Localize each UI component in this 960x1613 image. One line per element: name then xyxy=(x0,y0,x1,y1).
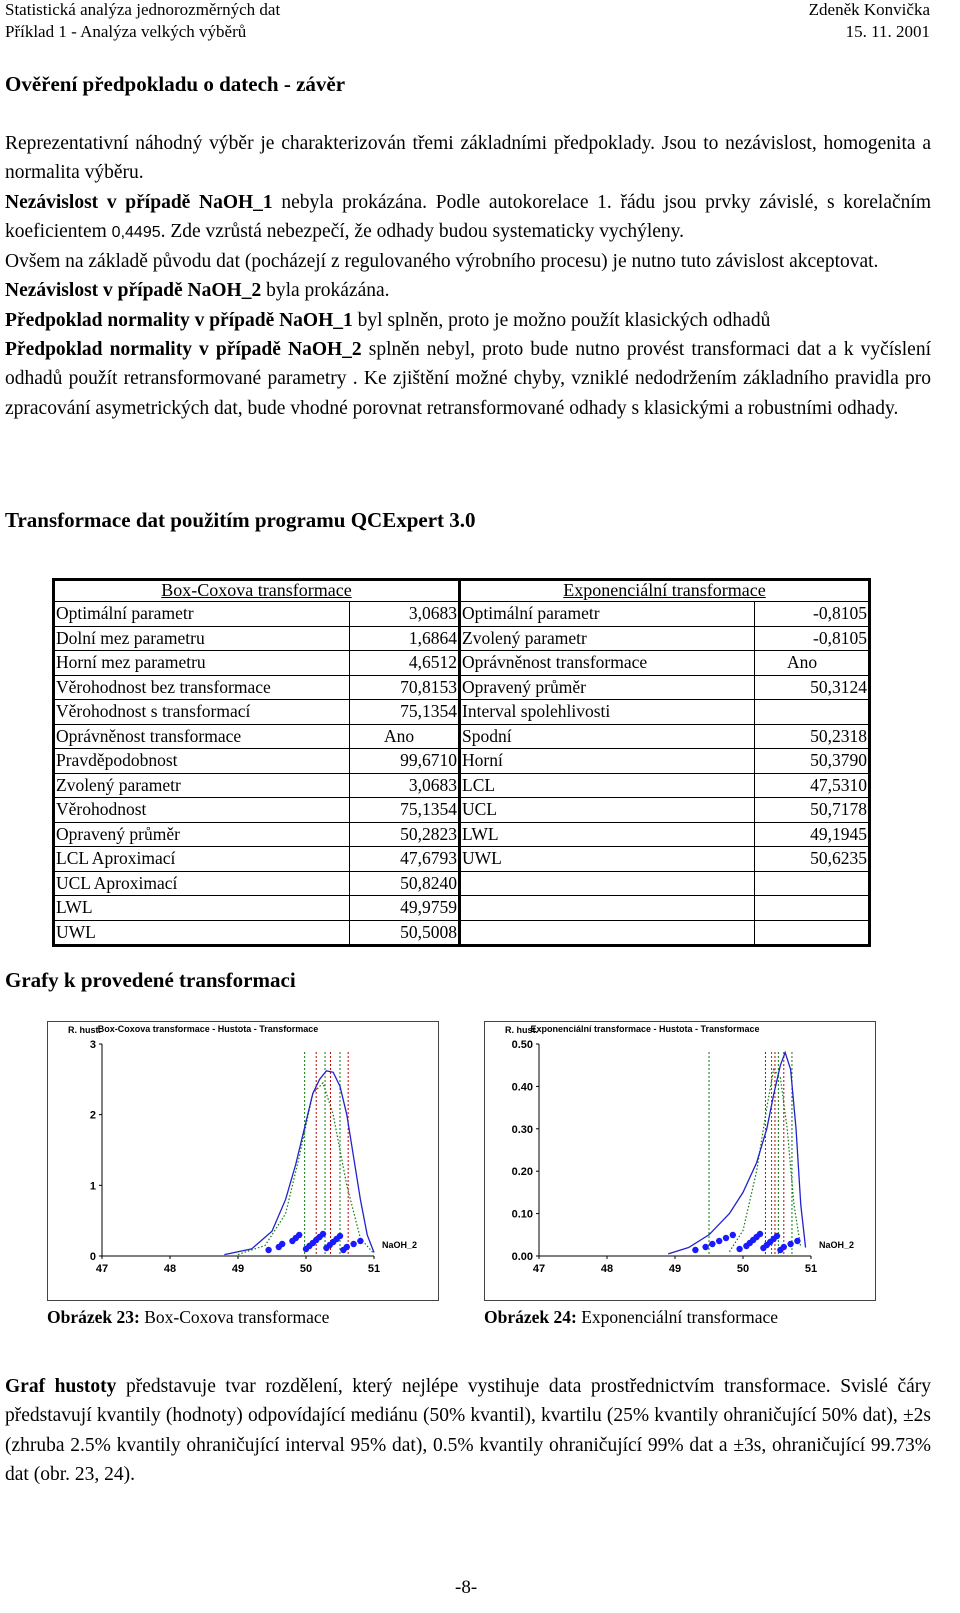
boxcox-value: 50,8240 xyxy=(350,871,460,896)
x-axis-label: NaOH_2 xyxy=(382,1240,418,1250)
exp-label: Interval spolehlivosti xyxy=(460,700,755,725)
data-point xyxy=(736,1246,742,1252)
data-point xyxy=(723,1235,729,1241)
data-point xyxy=(787,1241,793,1247)
y-tick-label: 3 xyxy=(89,1039,96,1051)
boxcox-label: Oprávněnost transformace xyxy=(54,724,350,749)
boxcox-value: 75,1354 xyxy=(350,700,460,725)
table-body xyxy=(54,602,870,946)
exp-value xyxy=(755,920,870,946)
exp-value: -0,8105 xyxy=(755,626,870,651)
x-tick-label: 47 xyxy=(95,1263,109,1275)
boxcox-label: Věrohodnost bez transformace xyxy=(54,675,350,700)
boxcox-value: 50,2823 xyxy=(350,822,460,847)
naoh1-independence-text: nebyla prokázána. Podle autokorelace 1. řádu jsou prvky závislé, s korelačním koeficientem xyxy=(5,191,931,242)
section-title-verification: Ověření předpokladu o datech - závěr xyxy=(5,72,346,96)
boxcox-label: UWL xyxy=(54,920,350,946)
exp-value: 50,3124 xyxy=(755,675,870,700)
boxcox-label: Opravený průměr xyxy=(54,822,350,847)
density-graph-explanation xyxy=(5,1372,931,1489)
x-axis-label: NaOH_2 xyxy=(819,1240,855,1250)
exp-value xyxy=(755,896,870,921)
exp-value: Ano xyxy=(755,651,870,676)
chart-title: Exponenciální transformace - Hustota - Transformace xyxy=(530,1024,760,1034)
x-tick-label: 50 xyxy=(299,1263,313,1275)
y-tick-label: 0 xyxy=(89,1251,96,1263)
y-tick-label: 0.30 xyxy=(511,1123,533,1136)
table-row xyxy=(54,847,870,872)
data-point xyxy=(320,1231,326,1237)
exp-label xyxy=(460,920,755,946)
table-row xyxy=(54,822,870,847)
chart-boxcox xyxy=(47,1021,439,1301)
exp-value: -0,8105 xyxy=(755,602,870,627)
naoh2-normality-label: Předpoklad normality v případě NaOH_2 xyxy=(5,339,362,361)
naoh1-normality-text: byl splněn, proto je možno použít klasických odhadů xyxy=(352,309,771,331)
transformation-table xyxy=(52,578,871,947)
data-point xyxy=(794,1238,800,1244)
boxcox-label: Optimální parametr xyxy=(54,602,350,627)
table-row xyxy=(54,602,870,627)
boxcox-label: LCL Aproximací xyxy=(54,847,350,872)
y-tick-label: 0.20 xyxy=(511,1166,533,1179)
chart-title: Box-Coxova transformace - Hustota - Transformace xyxy=(97,1024,319,1034)
table-row xyxy=(54,920,870,946)
boxcox-label: Horní mez parametru xyxy=(54,651,350,676)
figure-23-caption xyxy=(47,1307,329,1328)
exp-label xyxy=(460,871,755,896)
exp-label: UWL xyxy=(460,847,755,872)
table-row xyxy=(54,896,870,921)
data-point xyxy=(716,1238,722,1244)
y-tick-label: 1 xyxy=(89,1180,96,1193)
exp-value: 47,5310 xyxy=(755,773,870,798)
exp-value: 50,3790 xyxy=(755,749,870,774)
boxcox-value: 3,0683 xyxy=(350,773,460,798)
x-tick-label: 49 xyxy=(231,1263,245,1275)
boxcox-label: LWL xyxy=(54,896,350,921)
boxcox-value: 99,6710 xyxy=(350,749,460,774)
exp-label: Spodní xyxy=(460,724,755,749)
x-tick-label: 51 xyxy=(804,1263,818,1275)
figure-23-label: Obrázek 23: xyxy=(47,1307,140,1327)
table-row xyxy=(54,871,870,896)
boxcox-value: 1,6864 xyxy=(350,626,460,651)
data-point xyxy=(265,1247,271,1253)
table-header-exponential: Exponenciální transformace xyxy=(460,580,870,602)
boxcox-value: 47,6793 xyxy=(350,847,460,872)
data-point xyxy=(774,1233,780,1239)
table-row xyxy=(54,651,870,676)
exp-value xyxy=(755,700,870,725)
table-row xyxy=(54,724,870,749)
table-row xyxy=(54,749,870,774)
header-left-top: Statistická analýza jednorozměrných dat xyxy=(5,0,281,19)
data-point xyxy=(730,1232,736,1238)
boxcox-value: 75,1354 xyxy=(350,798,460,823)
exp-label: LWL xyxy=(460,822,755,847)
section-title-transformation: Transformace dat použitím programu QCExpert 3.0 xyxy=(5,508,476,532)
y-axis-label: R. hust. xyxy=(68,1025,101,1035)
data-point xyxy=(709,1241,715,1247)
y-tick-label: 0.10 xyxy=(511,1208,533,1221)
x-tick-label: 50 xyxy=(736,1263,750,1275)
y-tick-label: 0.40 xyxy=(511,1081,533,1094)
paragraph-intro: Reprezentativní náhodný výběr je charakterizován třemi základními předpoklady. Jsou to nezávislost, homogenita a normalita výběru. xyxy=(5,133,931,184)
x-tick-label: 47 xyxy=(532,1263,546,1275)
naoh1-independence-end: . Zde vzrůstá nebezpečí, že odhady budou systematicky vychýleny. xyxy=(160,220,685,242)
boxcox-label: UCL Aproximací xyxy=(54,871,350,896)
exp-label: Horní xyxy=(460,749,755,774)
header-left-bottom: Příklad 1 - Analýza velkých výběrů xyxy=(5,22,247,41)
exp-label: LCL xyxy=(460,773,755,798)
naoh1-independence-label: Nezávislost v případě NaOH_1 xyxy=(5,191,273,213)
boxcox-label: Pravděpodobnost xyxy=(54,749,350,774)
naoh2-normality-text: splněn nebyl, proto bude nutno provést transformaci dat a k vyčíslení odhadů použít retransformované parametry . Ke zjištění možné chyby, vzniklé nedodržením základního pravidla pro zpracování asymetrických dat, bude vhodné porovnat retransformované odhady s klasickými a robustními odhady. xyxy=(5,339,931,419)
paragraph-naoh2-independence xyxy=(5,276,931,305)
boxcox-label: Dolní mez parametru xyxy=(54,626,350,651)
data-point xyxy=(279,1241,285,1247)
table-row xyxy=(54,798,870,823)
figure-24-label: Obrázek 24: xyxy=(484,1307,577,1327)
x-tick-label: 48 xyxy=(600,1263,614,1275)
exp-label: UCL xyxy=(460,798,755,823)
table-row xyxy=(54,626,870,651)
data-point xyxy=(296,1232,302,1238)
chart-exponential xyxy=(484,1021,876,1301)
page-number: -8- xyxy=(455,1577,478,1598)
naoh1-normality-label: Předpoklad normality v případě NaOH_1 xyxy=(5,309,353,331)
boxcox-value: 70,8153 xyxy=(350,675,460,700)
normal-density-curve xyxy=(238,1083,374,1255)
data-point xyxy=(702,1244,708,1250)
x-tick-label: 49 xyxy=(668,1263,682,1275)
y-tick-label: 2 xyxy=(89,1109,96,1122)
boxcox-value: 50,5008 xyxy=(350,920,460,946)
header-right-bottom: 15. 11. 2001 xyxy=(845,22,930,41)
table-row xyxy=(54,675,870,700)
exp-value: 49,1945 xyxy=(755,822,870,847)
header-right-top: Zdeněk Konvička xyxy=(808,0,930,19)
figure-24-caption xyxy=(484,1307,778,1328)
y-axis-label: R. hust. xyxy=(505,1025,538,1035)
data-point xyxy=(344,1244,350,1250)
naoh2-independence-text: byla prokázána. xyxy=(261,280,390,302)
x-tick-label: 48 xyxy=(163,1263,177,1275)
exp-label xyxy=(460,896,755,921)
data-point xyxy=(757,1231,763,1237)
boxcox-value: Ano xyxy=(350,724,460,749)
density-curve xyxy=(668,1052,805,1253)
y-tick-label: 0.50 xyxy=(511,1039,533,1051)
density-graph-text: představuje tvar rozdělení, který nejlépe vystihuje data prostřednictvím transformace. Svislé čáry představují kvantily (hodnoty) odpovídající mediánu (50% kvantil), kvartilu (25% kvantily ohraničující 50% dat), ±2s (zhruba 2.5% kvantily ohraničující interval 95% dat), 0.5% kvantily ohraničující 99% dat a ±3s, ohraničující 99.73% dat (obr. 23, 24). xyxy=(5,1376,931,1485)
x-tick-label: 51 xyxy=(367,1263,381,1275)
paragraph-density xyxy=(5,1372,931,1489)
exp-label: Optimální parametr xyxy=(460,602,755,627)
exp-label: Opravený průměr xyxy=(460,675,755,700)
exp-label: Oprávněnost transformace xyxy=(460,651,755,676)
section-title-graphs: Grafy k provedené transformaci xyxy=(5,968,296,992)
exp-value: 50,2318 xyxy=(755,724,870,749)
figure-24-text: Exponenciální transformace xyxy=(576,1307,779,1327)
paragraph-naoh1-independence xyxy=(5,188,931,248)
exp-label: Zvolený parametr xyxy=(460,626,755,651)
data-point xyxy=(337,1233,343,1239)
density-curve xyxy=(224,1071,374,1255)
boxcox-density-plot xyxy=(48,1022,438,1300)
table-row xyxy=(54,700,870,725)
data-point xyxy=(350,1241,356,1247)
figure-23-text: Box-Coxova transformace xyxy=(139,1307,330,1327)
paragraph-naoh2-normality xyxy=(5,335,931,423)
paragraph-naoh1-normality xyxy=(5,306,931,335)
boxcox-value: 4,6512 xyxy=(350,651,460,676)
data-point xyxy=(357,1238,363,1244)
paragraph-accept: Ovšem na základě původu dat (pocházejí z regulovaného výrobního procesu) je nutno tuto závislost akceptovat. xyxy=(5,251,879,273)
boxcox-value: 49,9759 xyxy=(350,896,460,921)
correlation-coefficient: 0,4495 xyxy=(111,223,161,241)
boxcox-label: Věrohodnost xyxy=(54,798,350,823)
verification-text xyxy=(5,129,931,423)
exp-value: 50,7178 xyxy=(755,798,870,823)
density-graph-label: Graf hustoty xyxy=(5,1376,117,1397)
boxcox-value: 3,0683 xyxy=(350,602,460,627)
data-point xyxy=(781,1244,787,1250)
exp-value: 50,6235 xyxy=(755,847,870,872)
exp-value xyxy=(755,871,870,896)
boxcox-label: Věrohodnost s transformací xyxy=(54,700,350,725)
data-point xyxy=(692,1247,698,1253)
boxcox-label: Zvolený parametr xyxy=(54,773,350,798)
table-row xyxy=(54,773,870,798)
naoh2-independence-label: Nezávislost v případě NaOH_2 xyxy=(5,280,262,302)
exponential-density-plot xyxy=(485,1022,875,1300)
y-tick-label: 0.00 xyxy=(511,1251,533,1263)
table-header-boxcox: Box-Coxova transformace xyxy=(54,580,460,602)
